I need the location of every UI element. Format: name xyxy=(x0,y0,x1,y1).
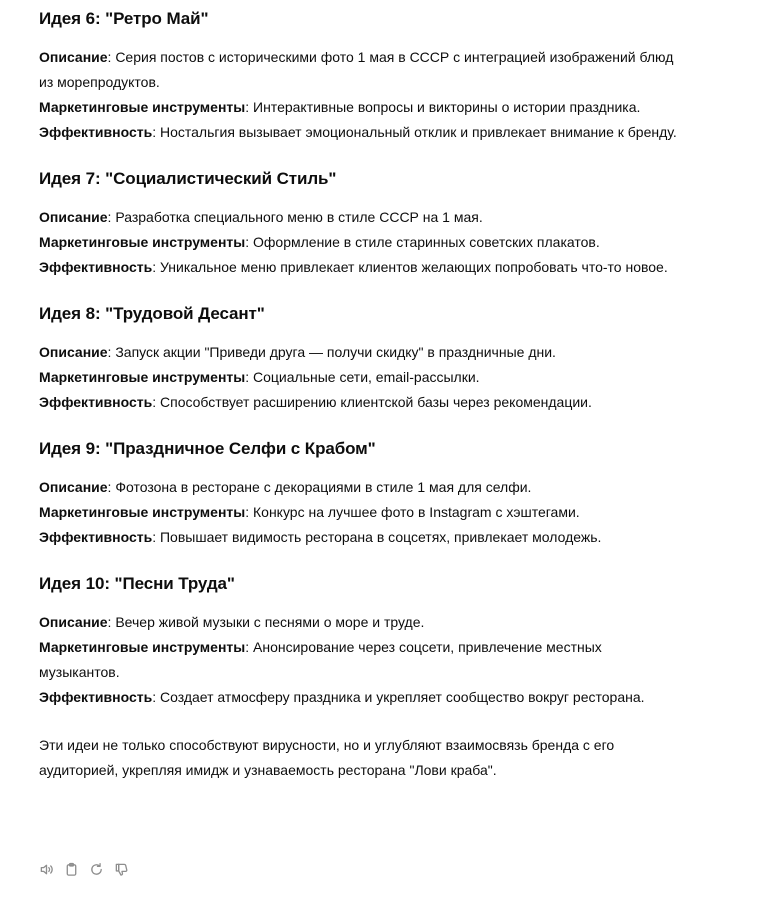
description-label: Описание xyxy=(39,49,108,65)
idea-tools xyxy=(39,635,679,685)
idea-description xyxy=(39,475,679,500)
regenerate-button[interactable] xyxy=(88,861,105,878)
tools-text: : Конкурс на лучшее фото в Instagram с хэштегами. xyxy=(245,504,580,520)
tools-label: Маркетинговые инструменты xyxy=(39,234,246,250)
copy-button[interactable] xyxy=(63,861,80,878)
idea-title: Идея 7: "Социалистический Стиль" xyxy=(39,169,337,188)
effect-label: Эффективность xyxy=(39,394,153,410)
idea-effect xyxy=(39,255,679,280)
idea-title: Идея 9: "Праздничное Селфи с Крабом" xyxy=(39,439,376,458)
description-text: : Фотозона в ресторане с декорациями в стиле 1 мая для селфи. xyxy=(107,479,532,495)
effect-text: : Повышает видимость ресторана в соцсетях, привлекает молодежь. xyxy=(152,529,602,545)
effect-text: : Способствует расширению клиентской базы через рекомендации. xyxy=(152,394,592,410)
idea-effect xyxy=(39,390,679,415)
idea-title: Идея 6: "Ретро Май" xyxy=(39,9,209,28)
tools-label: Маркетинговые инструменты xyxy=(39,99,246,115)
tools-text: : Интерактивные вопросы и викторины о истории праздника. xyxy=(245,99,641,115)
thumbs-down-icon xyxy=(114,862,129,877)
idea-tools xyxy=(39,500,679,525)
idea-tools xyxy=(39,230,679,255)
effect-text: : Создает атмосферу праздника и укрепляет сообщество вокруг ресторана. xyxy=(152,689,645,705)
effect-label: Эффективность xyxy=(39,689,153,705)
description-text: : Запуск акции "Приведи друга — получи скидку" в праздничные дни. xyxy=(107,344,556,360)
idea-tools xyxy=(39,365,679,390)
message-actions xyxy=(38,861,130,878)
effect-label: Эффективность xyxy=(39,259,153,275)
description-label: Описание xyxy=(39,344,108,360)
tools-label: Маркетинговые инструменты xyxy=(39,504,246,520)
idea-block xyxy=(39,166,679,280)
idea-block xyxy=(39,301,679,415)
description-label: Описание xyxy=(39,479,108,495)
idea-block xyxy=(39,571,679,710)
read-aloud-button[interactable] xyxy=(38,861,55,878)
idea-tools xyxy=(39,95,679,120)
tools-label: Маркетинговые инструменты xyxy=(39,639,246,655)
effect-label: Эффективность xyxy=(39,529,153,545)
idea-description xyxy=(39,340,679,365)
idea-effect xyxy=(39,685,679,710)
effect-label: Эффективность xyxy=(39,124,153,140)
bad-response-button[interactable] xyxy=(113,861,130,878)
effect-text: : Ностальгия вызывает эмоциональный отклик и привлекает внимание к бренду. xyxy=(152,124,677,140)
idea-description xyxy=(39,610,679,635)
idea-effect xyxy=(39,525,679,550)
description-label: Описание xyxy=(39,614,108,630)
tools-text: : Оформление в стиле старинных советских плакатов. xyxy=(245,234,600,250)
conclusion-paragraph: Эти идеи не только способствуют вирусности, но и углубляют взаимосвязь бренда с его аудиторией, укрепляя имидж и узнаваемость ресторана "Лови краба". xyxy=(39,737,615,778)
idea-block xyxy=(39,6,679,145)
effect-text: : Уникальное меню привлекает клиентов желающих попробовать что-то новое. xyxy=(152,259,668,275)
idea-effect xyxy=(39,120,679,145)
tools-text: : Анонсирование через соцсети, привлечение местных музыкантов. xyxy=(39,639,602,680)
description-text: : Вечер живой музыки с песнями о море и труде. xyxy=(107,614,425,630)
description-text: : Разработка специального меню в стиле СССР на 1 мая. xyxy=(107,209,483,225)
assistant-message xyxy=(39,6,679,783)
tools-text: : Социальные сети, email-рассылки. xyxy=(245,369,480,385)
idea-description xyxy=(39,45,679,95)
idea-title: Идея 8: "Трудовой Десант" xyxy=(39,304,265,323)
regenerate-icon xyxy=(89,862,104,877)
idea-description xyxy=(39,205,679,230)
description-text: : Серия постов с историческими фото 1 мая в СССР с интеграцией изображений блюд из морепродуктов. xyxy=(39,49,674,90)
speaker-icon xyxy=(39,862,54,877)
tools-label: Маркетинговые инструменты xyxy=(39,369,246,385)
idea-block xyxy=(39,436,679,550)
clipboard-icon xyxy=(64,862,79,877)
idea-title: Идея 10: "Песни Труда" xyxy=(39,574,235,593)
description-label: Описание xyxy=(39,209,108,225)
